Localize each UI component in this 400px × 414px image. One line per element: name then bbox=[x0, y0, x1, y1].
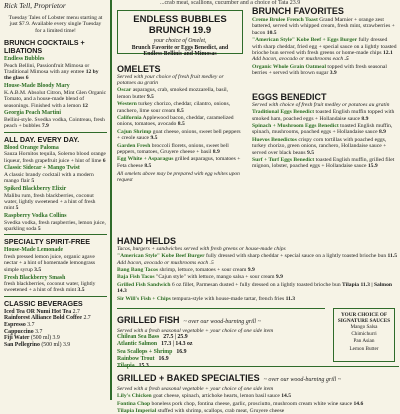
menu-item bbox=[252, 17, 398, 36]
item-price: 14.6 bbox=[353, 400, 364, 407]
item-desc: turkey chorizo, cheddar, cilantro, onions, ranchero, lime sour cream bbox=[117, 101, 231, 114]
item-price: 3.5 bbox=[77, 287, 85, 294]
bev-price: 3.7 bbox=[27, 322, 35, 328]
hand-helds-section bbox=[117, 236, 399, 302]
menu-item bbox=[252, 137, 398, 156]
item-desc: "Cajun style" with lettuce, mango salsa + sour cream bbox=[156, 274, 275, 281]
fish-row bbox=[117, 334, 325, 341]
item-desc: Svedka vodka, fresh raspberries, lemon juice, sparkling soda bbox=[4, 219, 106, 233]
beverage-row bbox=[4, 315, 107, 322]
item-desc: Malibu rum, fresh blackberries, coconut water, lightly sweetened + a hint of fresh mint bbox=[4, 192, 96, 212]
section-title: ALL DAY. EVERY DAY. bbox=[4, 134, 80, 144]
menu-item bbox=[4, 165, 107, 184]
item-name: "American Style" Kobe Beef + Eggs Burger bbox=[252, 37, 358, 44]
item-name: Egg White + Asparagus bbox=[117, 156, 174, 163]
sauce-item: Chimichurri bbox=[351, 331, 377, 338]
section-title: OMELETS bbox=[117, 64, 161, 74]
classic-section bbox=[4, 300, 107, 349]
item-desc: goat cheese, spinach, artichoke hearts, lemon basil sauce bbox=[153, 393, 280, 400]
item-price: 5 bbox=[15, 205, 19, 212]
item-price: 9.5 bbox=[307, 149, 314, 156]
item-price: 7.9 bbox=[41, 123, 49, 130]
section-title: HAND HELDS bbox=[117, 236, 177, 246]
bev-price: (500 ml) 3.9 bbox=[30, 335, 60, 342]
brunch-favorites-section bbox=[252, 6, 398, 90]
section-title: GRILLED FISH bbox=[117, 315, 180, 325]
item-price: 12 by the glass 6 bbox=[4, 69, 99, 82]
item-desc: Bellini-style. Svedka vodka, Cointreau, fresh peach + bubbles bbox=[4, 116, 105, 130]
item-desc: Add bacon, avocado or mushrooms each bbox=[252, 56, 344, 63]
fish-row bbox=[117, 356, 325, 363]
bev-name: Fiji Water bbox=[4, 335, 30, 342]
grilled-fish-section bbox=[117, 306, 325, 370]
fish-name: Chilean Sea Bass bbox=[117, 334, 160, 341]
fish-name: Tilapia bbox=[117, 363, 135, 370]
bev-price: 2.7 bbox=[72, 308, 80, 315]
item-extra: Add bacon, avocado or mushrooms each .5 bbox=[117, 259, 214, 266]
item-name: Raspberry Vodka Collins bbox=[4, 213, 67, 220]
item-desc: fresh blackberries, coconut water, lightly sweetened + a hint of fresh mint bbox=[4, 281, 96, 294]
item-price: 3.5 bbox=[34, 266, 42, 273]
menu-item bbox=[4, 213, 107, 232]
left-column bbox=[0, 0, 110, 400]
menu-item bbox=[252, 64, 398, 77]
proprietor-line: Rick Tell, Proprietor bbox=[4, 1, 66, 10]
tuesday-note: Tuesday Tales of Lobster menu starting at just $7.9. Available every single Tuesday for a limited time! bbox=[8, 15, 103, 34]
menu-item bbox=[252, 37, 398, 56]
item-desc: A classic brandy cocktail with a modern mango flair bbox=[4, 171, 94, 185]
bubbles-sub-1: your choice of Omelet, bbox=[153, 38, 207, 44]
item-price: 5 bbox=[37, 226, 41, 233]
menu-item bbox=[117, 393, 399, 399]
section-divider bbox=[117, 308, 325, 309]
item-price: Tilapia 11.3 | Salmon 14.3 bbox=[117, 281, 392, 295]
bev-name: Cappuccino bbox=[4, 328, 34, 335]
menu-item bbox=[4, 247, 107, 273]
section-subtitle: Tacos, burgers + sandwiches served with fresh greens or house-made chips bbox=[117, 246, 286, 252]
menu-item bbox=[117, 408, 399, 414]
item-name: Creme Brulee French Toast bbox=[252, 17, 318, 23]
add-on-line bbox=[252, 56, 398, 62]
bev-name: Iced Tea OR Numi Hot Tea bbox=[4, 308, 72, 315]
section-title: SPECIALTY SPIRIT-FREE bbox=[4, 237, 90, 247]
item-desc: fully dressed with sharp cheddar, fried egg + special sauce on a lightly toasted brioche bun served with fresh greens or home-made chips bbox=[252, 37, 397, 57]
section-subtitle: Served with choice of fresh fruit medley or potatoes au gratin bbox=[252, 102, 390, 108]
item-name: Traditional Eggs Benedict bbox=[252, 109, 315, 116]
bev-price: 3.7 bbox=[35, 328, 43, 335]
item-name: Georgia Peach Martini bbox=[4, 110, 61, 117]
item-name: Oscar bbox=[117, 87, 132, 94]
item-desc: boneless pork chop, fontina cheese, garlic, prosciutto, mushroom cream white wine sauce bbox=[151, 400, 353, 407]
item-desc: broccoli florets, onions, sweet bell peppers, tomatoes, Gruyere cheese + basil bbox=[117, 142, 229, 156]
section-divider bbox=[4, 296, 107, 297]
item-price: 12.1 bbox=[382, 50, 393, 57]
section-title-tail: ~ over our wood-burning grill ~ bbox=[263, 377, 341, 383]
item-desc: goat cheese, onions, sweet bell peppers + creole sauce bbox=[117, 128, 241, 142]
fish-price: 15.3 bbox=[138, 363, 149, 370]
sauce-item: Pan Asian bbox=[353, 338, 375, 345]
fish-row bbox=[117, 349, 325, 356]
eggs-benedict-section bbox=[252, 92, 398, 238]
item-name: Lily's Chicken bbox=[117, 393, 152, 400]
section-divider bbox=[4, 132, 107, 133]
menu-item bbox=[4, 56, 107, 82]
item-price: 9.5 bbox=[150, 135, 158, 142]
item-name: Fontina Chop bbox=[117, 400, 151, 407]
endless-bubbles-box bbox=[117, 10, 243, 57]
section-title: GRILLED + BAKED SPECIALTIES bbox=[117, 373, 260, 383]
item-price: 3.9 bbox=[329, 70, 337, 77]
fish-name: Rainbow Trout bbox=[117, 355, 155, 362]
bev-name: Rainforest Alliance Bold Coffee bbox=[4, 315, 82, 322]
item-price: 5 bbox=[31, 178, 35, 185]
section-subtitle: Served with a fresh seasonal vegetable + your choice of one side item bbox=[117, 386, 274, 392]
section-title: BRUNCH FAVORITES bbox=[252, 6, 344, 16]
item-desc: Applewood bacon, cheddar, caramelized onions, tomatoes, avocado bbox=[117, 115, 234, 128]
item-desc: shrimp, lettuce, tomatoes + sour cream bbox=[159, 267, 247, 274]
beverage-row bbox=[4, 309, 107, 316]
bev-price: (500 ml) 3.9 bbox=[41, 341, 71, 348]
menu-item bbox=[117, 401, 399, 407]
section-footnote: All omelets above may be prepared with egg whites upon request bbox=[117, 171, 240, 184]
grilled-baked-section bbox=[117, 364, 399, 414]
item-desc: grilled asparagus, tomatoes + Feta cheese bbox=[117, 156, 241, 169]
item-price: 8.9 bbox=[378, 129, 386, 136]
item-price: 8.5 bbox=[144, 162, 152, 169]
item-price: 11.5 bbox=[387, 253, 398, 260]
item-desc: toasted English muffin, grilled filet mignon, lobster, poached eggs + Hollandaise sauce bbox=[252, 157, 395, 170]
item-name: Spiked Blackberry Elixir bbox=[4, 186, 67, 193]
bubbles-title-2: BRUNCH 19.9 bbox=[148, 24, 212, 36]
menu-item bbox=[252, 157, 398, 170]
item-name: Organic Whole Grain Oatmeal bbox=[252, 63, 327, 70]
bubbles-title-1: ENDLESS BUBBLES bbox=[133, 14, 227, 25]
item-desc: topped with fresh seasonal berries + served with brown sugar bbox=[252, 63, 387, 77]
item-price: 9.9 bbox=[247, 267, 255, 274]
item-price: 8.9 bbox=[212, 149, 220, 156]
item-price: 14.5 bbox=[281, 393, 292, 400]
item-name: Huevos Benedictos bbox=[252, 136, 297, 143]
item-desc: fresh pressed lemon juice, organic agave nectar + a hint of homemade lemongrass simple syrup bbox=[4, 253, 96, 273]
spirit-free-section bbox=[4, 238, 107, 293]
section-divider bbox=[117, 366, 399, 367]
item-price: .5 bbox=[344, 56, 349, 63]
sauces-title: YOUR CHOICE OF SIGNATURE SAUCES bbox=[337, 312, 391, 324]
menu-item bbox=[4, 110, 107, 129]
menu-item bbox=[117, 129, 243, 142]
section-subtitle: Served with your choice of fresh fruit medley or potatoes au gratin bbox=[117, 74, 224, 87]
item-name: House-Made Lemonade bbox=[4, 247, 64, 254]
fish-name: Sea Scallops + Shrimp bbox=[117, 348, 173, 355]
section-subtitle: Served with a fresh seasonal vegetable + your choice of one side item bbox=[117, 328, 274, 334]
item-price: 15.9 bbox=[367, 163, 378, 170]
item-price: 8.9 bbox=[361, 115, 369, 122]
allday-section bbox=[4, 136, 107, 233]
item-desc: toasted English muffin, spinach, mushrooms, poached eggs + Hollandaise sauce bbox=[252, 123, 393, 136]
item-name: Tilapia Imperial bbox=[117, 408, 157, 414]
sauce-item: Mango Salsa bbox=[350, 324, 378, 330]
fish-row bbox=[117, 341, 325, 348]
beverage-row bbox=[4, 342, 107, 349]
fish-price: 17.3 | 14.3 oz bbox=[161, 341, 193, 348]
item-name: Grilled Fish Sandwich bbox=[117, 281, 171, 288]
bev-name: San Pellegrino bbox=[4, 341, 40, 348]
section-title: CLASSIC BEVERAGES bbox=[4, 298, 83, 308]
item-name: "American Style" Kobe Beef Burger bbox=[117, 253, 205, 260]
item-name: Bang Bang Tacos bbox=[117, 267, 159, 274]
menu-item bbox=[117, 274, 399, 280]
item-name: Baja Fish Tacos bbox=[117, 274, 155, 281]
item-name: Classic Sidecar + Mango Twist bbox=[4, 165, 80, 172]
menu-item bbox=[252, 123, 398, 136]
item-desc: crispy corn tortillas with poached eggs, turkey chorizo, green onions, ranchero, Hollandaise sauce + served over black beans bbox=[252, 136, 387, 156]
section-title: EGGS BENEDICT bbox=[252, 92, 327, 102]
menu-item bbox=[4, 186, 107, 212]
item-price: 6 bbox=[102, 157, 106, 164]
cocktails-section bbox=[4, 39, 107, 129]
menu-item bbox=[117, 101, 243, 114]
item-price: 10.5 bbox=[266, 29, 277, 36]
item-desc: 6 oz fillet, Parmesan dusted + fully dressed on a lightly toasted brioche bun bbox=[171, 281, 341, 288]
menu-item bbox=[117, 253, 399, 266]
menu-item bbox=[117, 143, 243, 156]
item-name: Fresh Blackberry Smash bbox=[4, 274, 66, 281]
menu-item bbox=[117, 115, 243, 128]
item-price: 9.5 bbox=[146, 93, 154, 100]
menu-item bbox=[117, 267, 399, 273]
item-price: 9.9 bbox=[275, 274, 283, 281]
item-desc: asparagus, crab, smoked mozzarella, basil, lemon butter bbox=[117, 87, 229, 100]
section-title-tail: ~ over our wood-burning grill ~ bbox=[183, 319, 261, 325]
omelets-section bbox=[117, 64, 243, 232]
fish-price: 16.9 bbox=[176, 348, 187, 355]
column-divider bbox=[110, 0, 112, 400]
bev-name: Espresso bbox=[4, 322, 26, 328]
bubbles-sub-3: Endless Bellinis and Mimosas bbox=[143, 51, 217, 57]
item-desc: Sauza Hornitos tequila, Solerno blood orange liqueur, fresh grapefruit juice + hint of lime bbox=[4, 151, 106, 164]
bubbles-subtitle bbox=[118, 38, 242, 58]
item-desc: K.A.B.M. Absolut Citron, Mint Glen Organic Tomato, and a house-made blend of seasonings. Finished with a lemon bbox=[4, 89, 107, 109]
item-desc: Peach Bellini, Passionfruit Mimosa or Traditional Mimosa with any entree bbox=[4, 62, 90, 76]
item-desc: tempura-style with house-made tartar, french fries bbox=[172, 295, 285, 302]
fish-price: 27.5 | 25.9 bbox=[163, 334, 188, 341]
beverage-row bbox=[4, 322, 107, 329]
item-desc: Grand Marnier + orange zest battered, served with whipped cream, fresh mint, strawberries + bacon bbox=[252, 17, 395, 36]
item-desc: fully dressed with sharp cheddar + special sauce on a lightly toasted brioche bun bbox=[206, 253, 387, 260]
fish-name: Atlantic Salmon bbox=[117, 341, 158, 348]
item-price: 11.3 bbox=[285, 295, 296, 302]
item-price: 12 bbox=[82, 102, 88, 109]
section-divider bbox=[4, 234, 107, 235]
item-desc: stuffed with shrimp, scallops, crab meat, Gruyere cheese bbox=[157, 408, 285, 414]
item-name: Endless Bubbles bbox=[4, 56, 45, 63]
menu-item bbox=[4, 145, 107, 164]
menu-item bbox=[252, 109, 398, 122]
fish-price: 16.9 bbox=[158, 355, 169, 362]
menu-item bbox=[117, 156, 243, 169]
item-name: Blood Orange Paloma bbox=[4, 144, 59, 151]
beverage-row bbox=[4, 335, 107, 342]
item-name: Western bbox=[117, 101, 137, 108]
item-name: California bbox=[117, 115, 142, 122]
top-continued-text: ...crab meat, scallions, cucumber and a choice of Tata 23.9 bbox=[160, 0, 301, 6]
item-price: 8.5 bbox=[176, 107, 184, 114]
menu-item bbox=[4, 275, 107, 294]
menu-item bbox=[117, 296, 399, 302]
item-name: Sir Will's Fish + Chips bbox=[117, 295, 171, 302]
item-name: House-Made Bloody Mary bbox=[4, 83, 70, 90]
menu-item bbox=[117, 87, 243, 100]
item-name: Cajun Shrimp bbox=[117, 128, 152, 135]
item-price: 8.5 bbox=[177, 121, 185, 128]
item-name: Garden Fresh bbox=[117, 142, 151, 149]
item-name: Spinach + Mushroom Eggs Benedict bbox=[252, 123, 339, 130]
menu-item bbox=[117, 282, 399, 295]
item-name: Surf + Turf Eggs Benedict bbox=[252, 157, 315, 164]
bubbles-sub-2: Brunch Favorite or Eggs Benedict, and bbox=[131, 44, 229, 51]
bev-price: 2.7 bbox=[83, 315, 91, 322]
sauce-item: Lemon Butter bbox=[349, 345, 379, 352]
menu-item bbox=[4, 83, 107, 109]
section-title: BRUNCH COCKTAILS + LIBATIONS bbox=[4, 38, 85, 56]
item-desc: toasted English muffin topped with smoked ham, poached eggs + Hollandaise sauce bbox=[252, 109, 395, 122]
signature-sauces-box bbox=[333, 308, 395, 362]
